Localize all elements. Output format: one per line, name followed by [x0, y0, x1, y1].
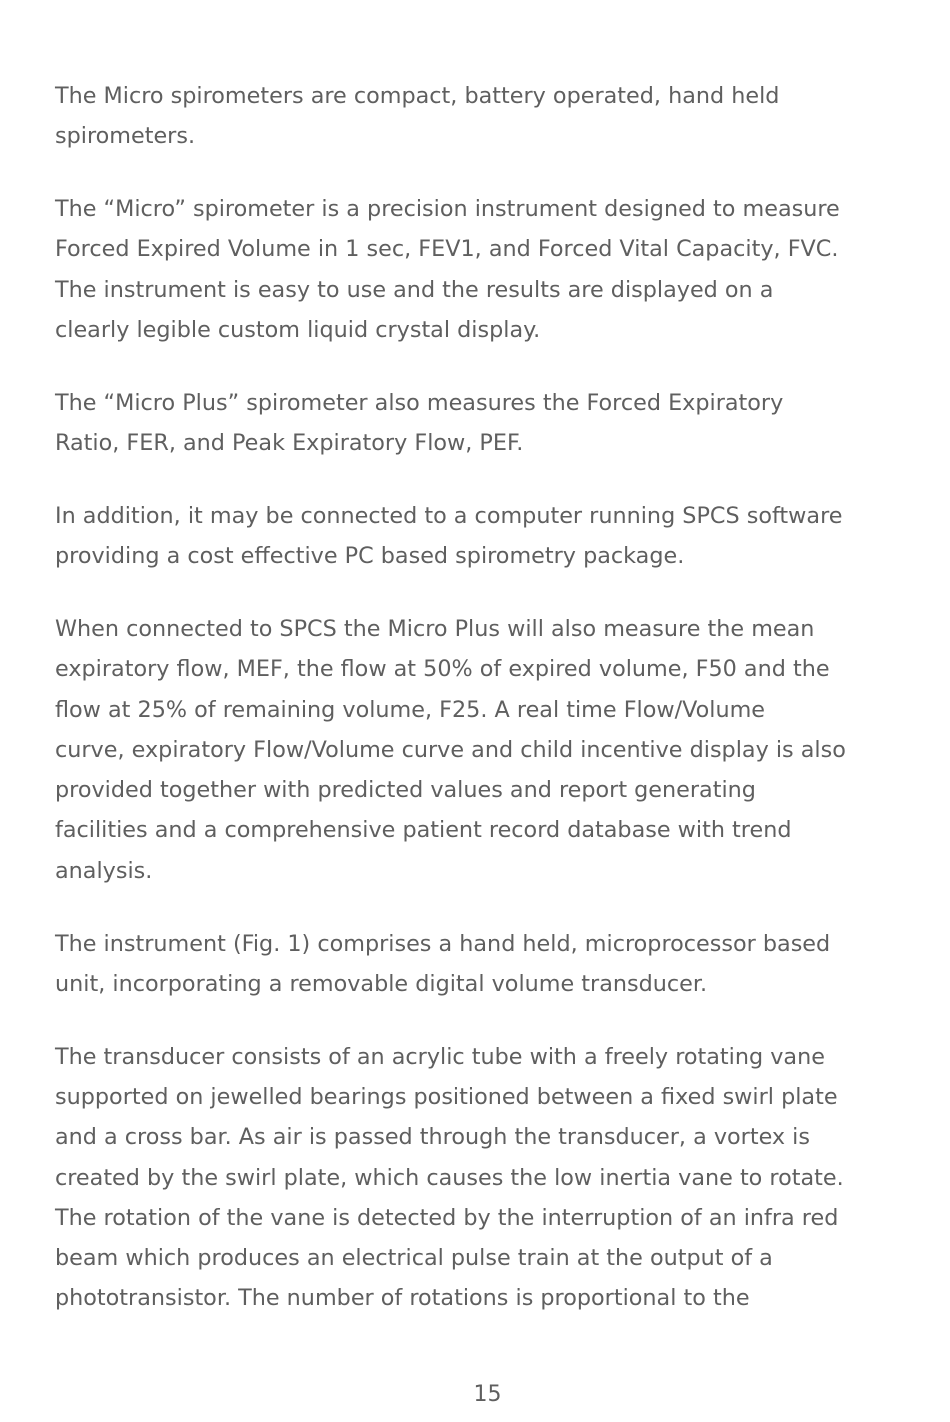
- paragraph-intro: The Micro spirometers are compact, battery operated, hand held spirometers.: [55, 83, 780, 150]
- page-number: 15: [473, 1382, 502, 1407]
- paragraph-spcs-measurements: When connected to SPCS the Micro Plus will also measure the mean expiratory flow, MEF, the flow at 50% of expired volume, F50 and the flow at 25% of remaining volume, F25. A real time Flow/Volume curve, expiratory Flow/Volume curve and child incentive display is also provided together with predicted values and report generating facilities and a comprehensive patient record database with trend analysis.: [55, 615, 846, 884]
- paragraph-micro-plus: The “Micro Plus” spirometer also measures the Forced Expiratory Ratio, FER, and Peak Expiratory Flow, PEF.: [55, 389, 784, 457]
- document-body: [55, 76, 930, 1351]
- paragraph-instrument: The instrument (Fig. 1) comprises a hand held, microprocessor based unit, incorporating a removable digital volume transducer.: [55, 930, 831, 997]
- paragraph-spcs-software: In addition, it may be connected to a computer running SPCS software providing a cost effective PC based spirometry package.: [55, 502, 843, 570]
- paragraph-micro: The “Micro” spirometer is a precision instrument designed to measure Forced Expired Volume in 1 sec, FEV1, and Forced Vital Capacity, FVC. The instrument is easy to use and the results are displayed on a clearly legible custom liquid crystal display.: [55, 196, 840, 343]
- paragraph-transducer: The transducer consists of an acrylic tube with a freely rotating vane supported on jewelled bearings positioned between a fixed swirl plate and a cross bar. As air is passed through the transducer, a vortex is created by the swirl plate, which causes the low inertia vane to rotate. The rotation of the vane is detected by the interruption of an infra red beam which produces an electrical pulse train at the output of a phototransistor. The number of rotations is proportional to the: [55, 1043, 844, 1312]
